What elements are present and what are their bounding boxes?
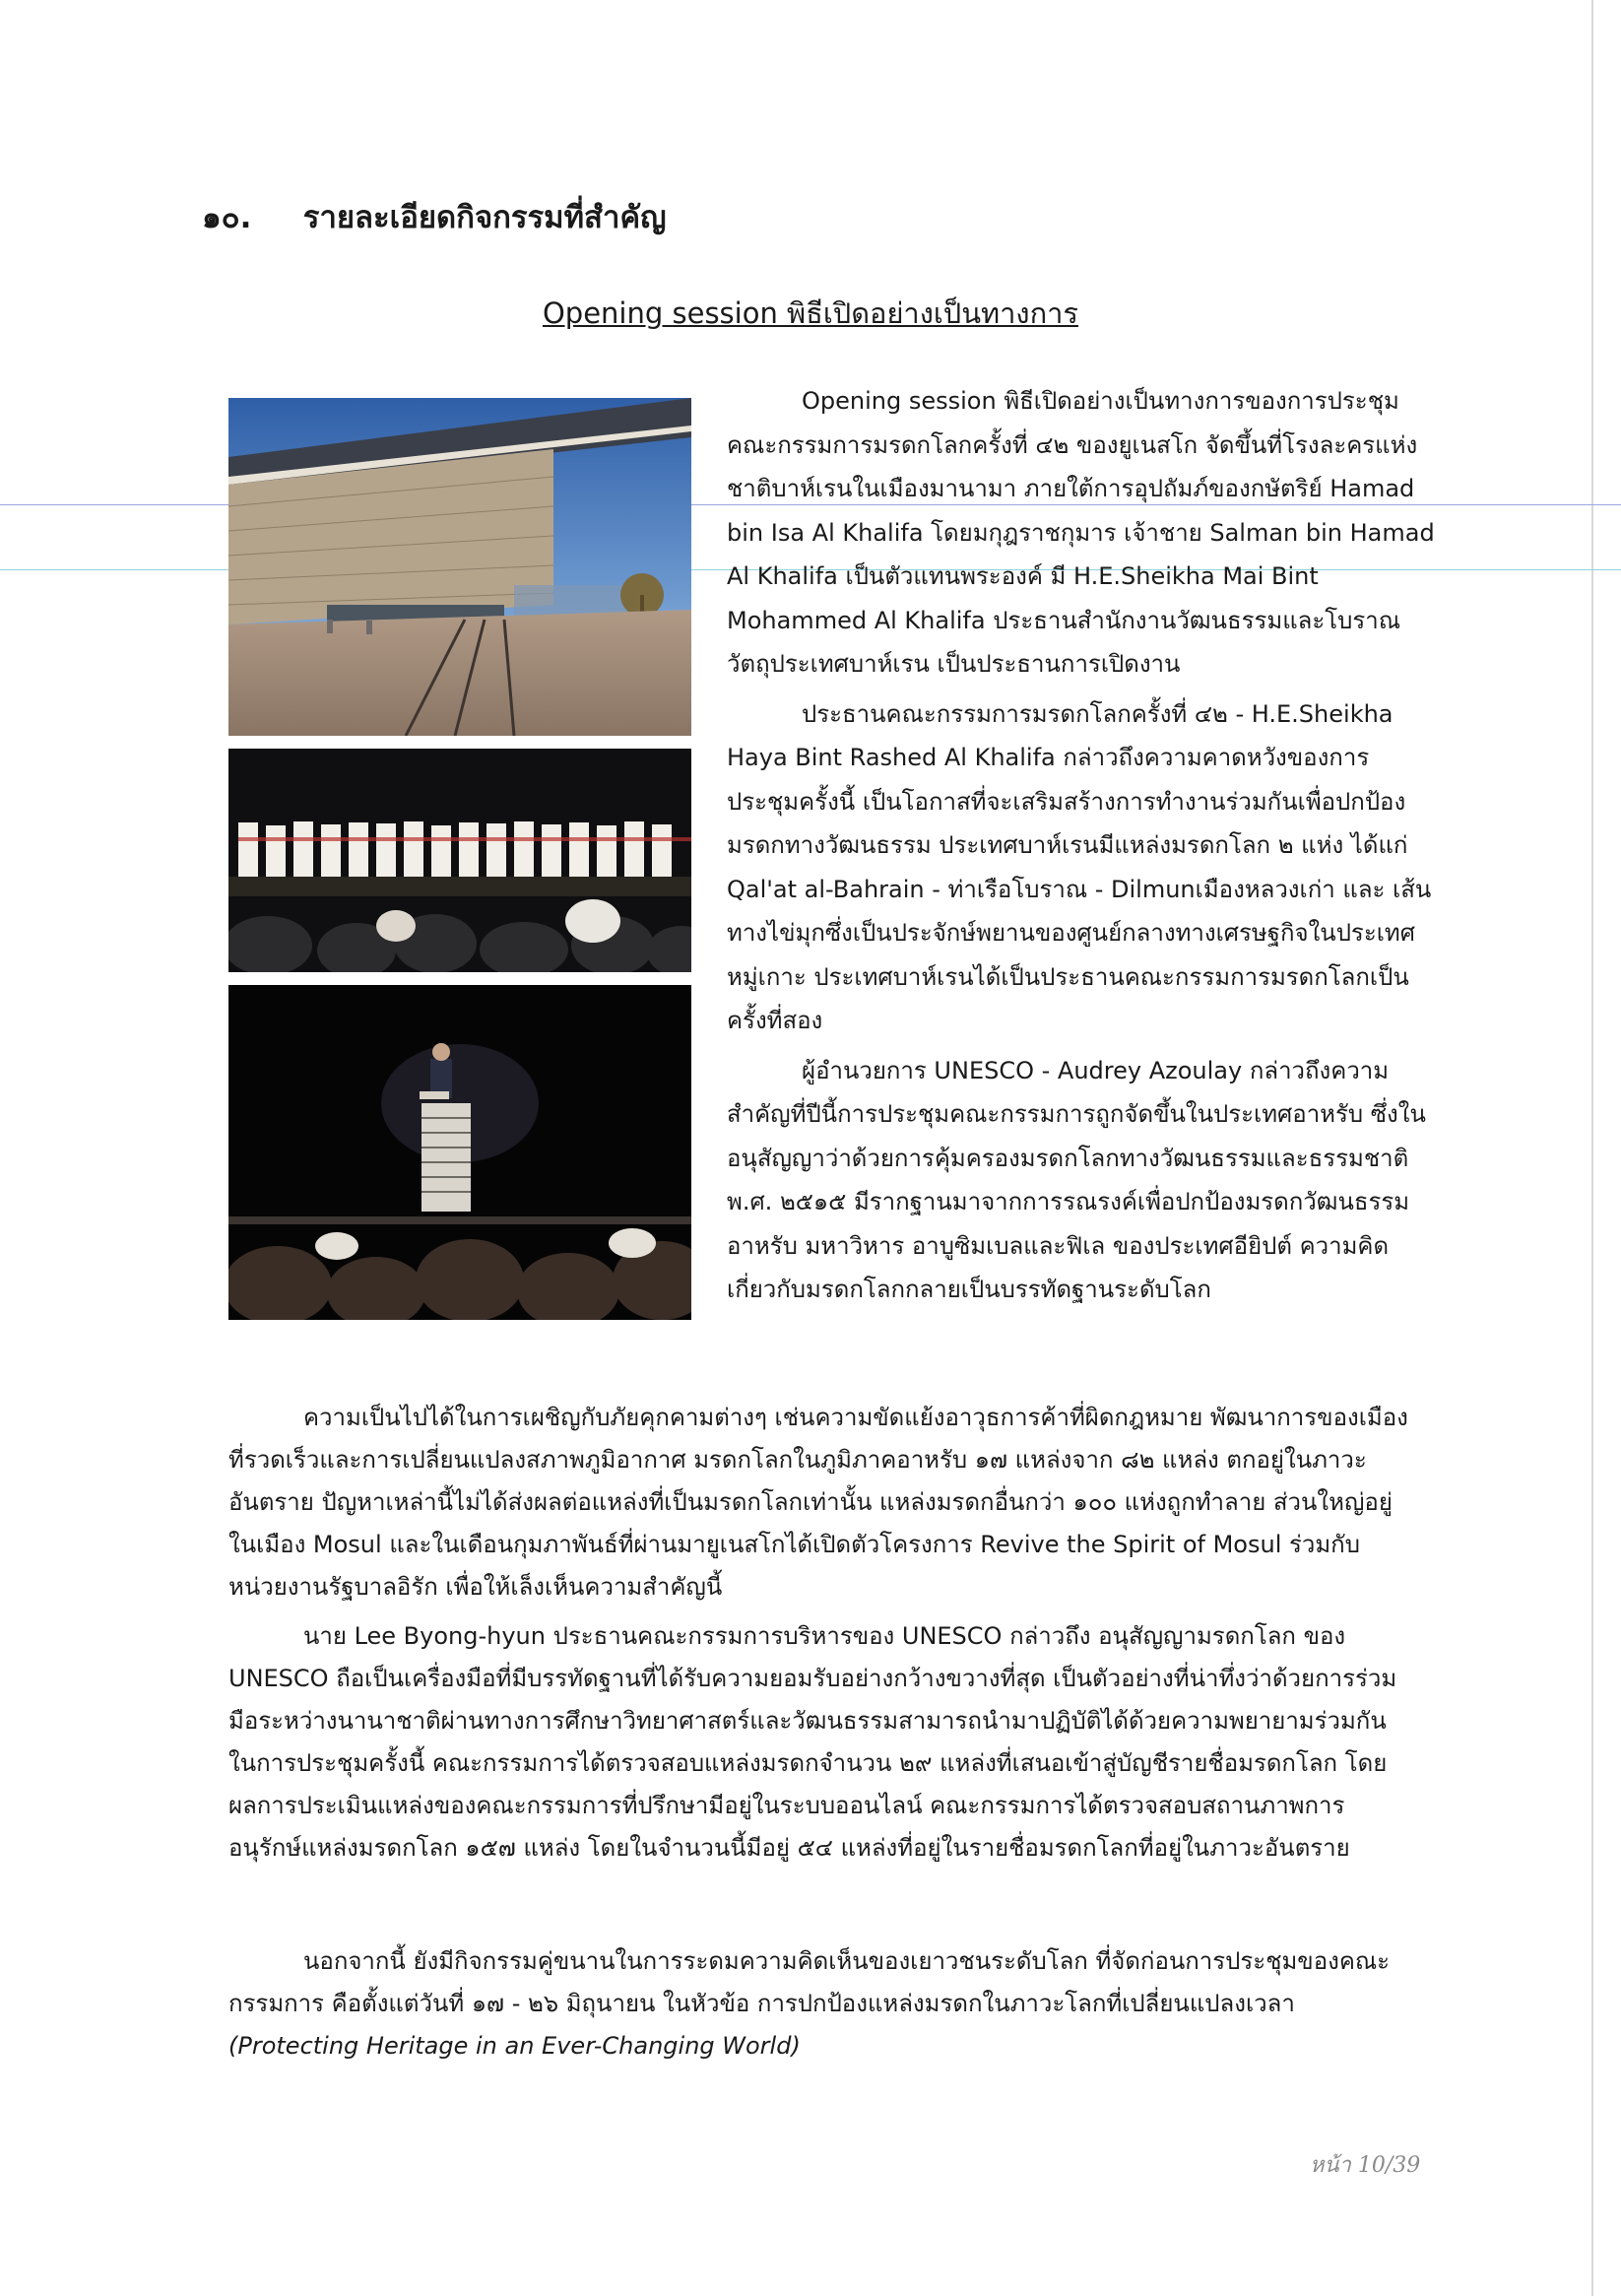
photo-theatre-exterior xyxy=(228,398,691,736)
paragraph: Opening session พิธีเปิดอย่างเป็นทางการของการประชุมคณะกรรมการมรดกโลกครั้งที่ ๔๒ ของยูเนสโก จัดขึ้นที่โรงละครแห่งชาติบาห์เรนในเมืองมานามา ภายใต้การอุปถัมภ์ของกษัตริย์ Hamad bin Isa Al Khalifa โดยมกุฎราชกุมาร เจ้าชาย Salman bin Hamad Al Khalifa เป็นตัวแทนพระองค์ มี H.E.Sheikha Mai Bint Mohammed Al Khalifa ประธานสำนักงานวัฒนธรรมและโบราณวัตถุประเทศบาห์เรน เป็นประธานการเปิดงาน xyxy=(727,387,1435,678)
photo-band-on-stage xyxy=(228,749,691,972)
english-theme-title: (Protecting Heritage in an Ever-Changing World) xyxy=(228,2032,801,2060)
section-number: ๑๐. xyxy=(202,200,252,235)
section-heading xyxy=(202,192,667,241)
paragraph: นาย Lee Byong-hyun ประธานคณะกรรมการบริหารของ UNESCO กล่าวถึง อนุสัญญามรดกโลก ของ UNESCO ถือเป็นเครื่องมือที่มีบรรทัดฐานที่ได้รับความยอมรับอย่างกว้างขวางที่สุด เป็นตัวอย่างที่น่าทึ่งว่าด้วยการร่วมมือระหว่างนานาชาติผ่านทางการศึกษาวิทยาศาสตร์และวัฒนธรรมสามารถนำมาปฏิบัติได้ด้วยความพยายามร่วมกัน ในการประชุมครั้งนี้ คณะกรรมการได้ตรวจสอบแหล่งมรดกจำนวน ๒๙ แหล่งที่เสนอเข้าสู่บัญชีรายชื่อมรดกโลก โดยผลการประเมินแหล่งของคณะกรรมการที่ปรึกษามีอยู่ในระบบออนไลน์ คณะกรรมการได้ตรวจสอบสถานภาพการอนุรักษ์แหล่งมรดกโลก ๑๕๗ แหล่ง โดยในจำนวนนี้มีอยู่ ๕๔ แหล่งที่อยู่ในรายชื่อมรดกโลกที่อยู่ในภาวะอันตราย xyxy=(228,1622,1397,1862)
paragraph: นอกจากนี้ ยังมีกิจกรรมคู่ขนานในการระดมความคิดเห็นของเยาวชนระดับโลก ที่จัดก่อนการประชุมของคณะกรรมการ คือตั้งแต่วันที่ ๑๗ - ๒๖ มิถุนายน ในหัวข้อ การปกป้องแหล่งมรดกในภาวะโลกที่เปลี่ยนแปลงเวลา xyxy=(228,1947,1391,2017)
section-title: รายละเอียดกิจกรรมที่สำคัญ xyxy=(302,200,667,235)
right-column-text xyxy=(727,379,1436,1318)
subtitle: Opening session พิธีเปิดอย่างเป็นทางการ xyxy=(542,296,1079,330)
photo-speaker-at-podium xyxy=(228,985,691,1320)
paragraph: ประธานคณะกรรมการมรดกโลกครั้งที่ ๔๒ - H.E.Sheikha Haya Bint Rashed Al Khalifa กล่าวถึงความคาดหวังของการประชุมครั้งนี้ เป็นโอกาสที่จะเสริมสร้างการทำงานร่วมกันเพื่อปกป้องมรดกทางวัฒนธรรม ประเทศบาห์เรนมีแหล่งมรดกโลก ๒ แห่ง ได้แก่ Qal'at al-Bahrain - ท่าเรือโบราณ - Dilmunเมืองหลวงเก่า และ เส้นทางไข่มุกซึ่งเป็นประจักษ์พยานของศูนย์กลางทางเศรษฐกิจในประเทศหมู่เกาะ ประเทศบาห์เรนได้เป็นประธานคณะกรรมการมรดกโลกเป็นครั้งที่สอง xyxy=(727,699,1432,1034)
body-text-block xyxy=(228,1940,1415,2067)
body-text-block xyxy=(228,1397,1415,1608)
page-number: หน้า 10/39 xyxy=(1310,2153,1421,2178)
scan-edge-line xyxy=(1591,0,1593,2296)
paragraph: ความเป็นไปได้ในการเผชิญกับภัยคุกคามต่างๆ เช่นความขัดแย้งอาวุธการค้าที่ผิดกฎหมาย พัฒนาการของเมืองที่รวดเร็วและการเปลี่ยนแปลงสภาพภูมิอากาศ มรดกโลกในภูมิภาคอาหรับ ๑๗ แหล่งจาก ๘๒ แหล่ง ตกอยู่ในภาวะอันตราย ปัญหาเหล่านี้ไม่ได้ส่งผลต่อแหล่งที่เป็นมรดกโลกเท่านั้น แหล่งมรดกอื่นกว่า ๑๐๐ แห่งถูกทำลาย ส่วนใหญ่อยู่ในเมือง Mosul และในเดือนกุมภาพันธ์ที่ผ่านมายูเนสโกได้เปิดตัวโครงการ Revive the Spirit of Mosul ร่วมกับหน่วยงานรัฐบาลอิรัก เพื่อให้เล็งเห็นความสำคัญนี้ xyxy=(228,1404,1408,1601)
body-text-block xyxy=(228,1615,1415,1870)
paragraph: ผู้อำนวยการ UNESCO - Audrey Azoulay กล่าวถึงความสำคัญที่ปีนี้การประชุมคณะกรรมการถูกจัดขึ้นในประเทศอาหรับ ซึ่งในอนุสัญญาว่าด้วยการคุ้มครองมรดกโลกทางวัฒนธรรมและธรรมชาติ พ.ศ. ๒๕๑๕ มีรากฐานมาจากการรณรงค์เพื่อปกป้องมรดกวัฒนธรรมอาหรับ มหาวิหาร อาบูซิมเบลและฟิเล ของประเทศอียิปต์ ความคิดเกี่ยวกับมรดกโลกกลายเป็นบรรทัดฐานระดับโลก xyxy=(727,1056,1426,1303)
